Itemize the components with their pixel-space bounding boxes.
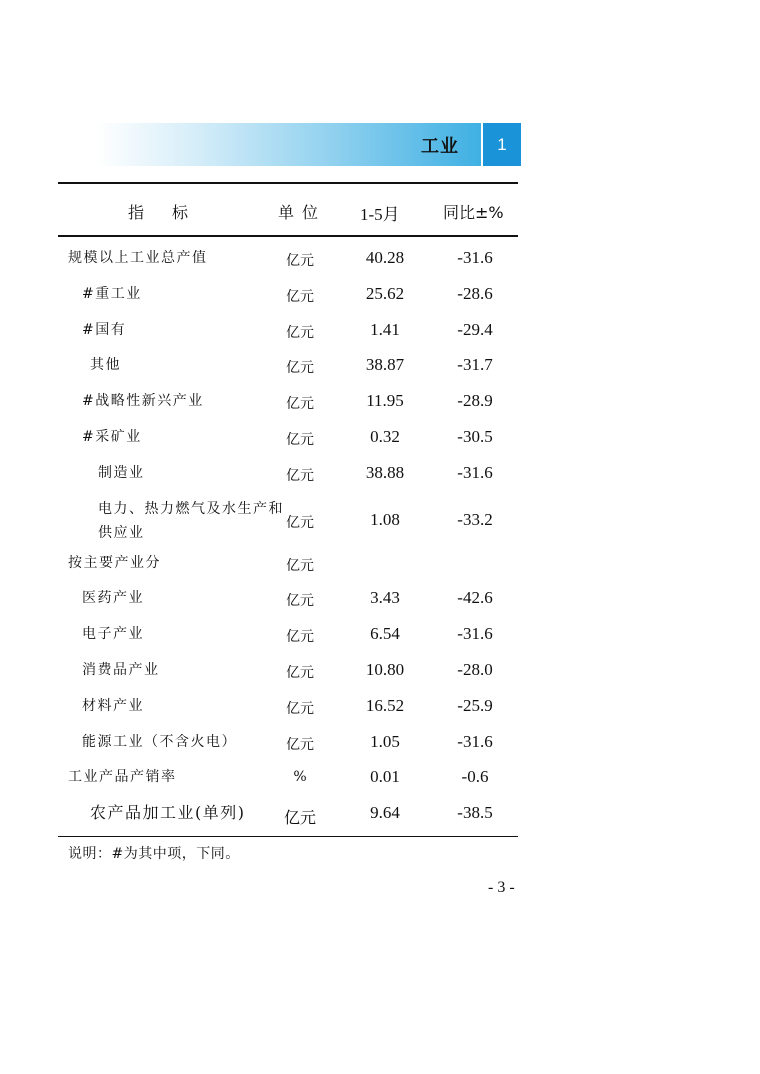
table-row [58,689,518,725]
row-value: 25.62 [365,283,405,303]
row-value: 11.95 [366,391,404,411]
row-unit: 亿元 [286,360,314,377]
row-value: 38.87 [365,355,405,375]
row-unit: 亿元 [286,396,314,413]
row-value: 10.80 [365,659,405,679]
row-unit: 亿元 [286,431,314,448]
row-yoy: -31.7 [457,355,493,375]
row-value: 0.01 [370,767,400,787]
row-unit: 亿元 [286,467,314,484]
row-yoy: -38.5 [457,803,493,823]
row-unit: 亿元 [286,253,314,269]
row-indicator-name: 消费品产业 [82,661,160,678]
row-unit: 亿元 [283,808,316,828]
header-indicator: 指标 [128,203,217,222]
table-row [58,581,518,617]
table-row [58,796,518,832]
table-row [58,420,518,456]
table-row [58,384,518,420]
header-period: 1-5月 [360,205,400,224]
row-yoy: -42.6 [457,588,493,608]
row-value: 40.28 [365,248,405,267]
table-row [58,617,518,653]
section-title: 工业 [421,136,459,157]
row-yoy: -31.6 [457,624,493,644]
row-indicator-name: 工业产品产销率 [68,769,177,786]
row-unit: 亿元 [286,288,314,305]
row-unit: 亿元 [286,664,314,681]
row-indicator-name: 电力、热力燃气及水生产和供应业 [98,500,284,541]
row-yoy: -28.6 [457,283,493,303]
row-indicator-name: 其他 [90,357,121,374]
row-value: 9.64 [370,803,400,823]
table-row [58,456,518,492]
row-yoy: -30.5 [457,426,493,446]
section-banner [96,123,481,166]
row-yoy: -29.4 [457,319,493,339]
table-row [58,653,518,689]
row-unit: 亿元 [286,593,314,610]
row-value: 3.43 [370,588,400,608]
table-header [58,184,518,237]
header-yoy: 同比±% [443,203,504,222]
row-indicator-name: 电子产业 [82,626,144,643]
row-indicator-name: 农产品加工业(单列) [90,803,246,823]
row-yoy: -0.6 [461,767,489,787]
row-unit: 亿元 [286,700,314,717]
header-unit: 单位 [278,203,327,222]
table-row [58,277,518,313]
industry-table [58,182,518,837]
table-row [58,492,518,546]
row-unit: 亿元 [286,629,314,646]
row-yoy: -28.0 [457,659,493,679]
row-value: 6.54 [370,624,400,644]
row-indicator-name: 材料产业 [82,697,144,714]
row-indicator-name: #重工业 [82,285,142,302]
row-yoy: -31.6 [457,248,493,267]
row-value: 1.08 [370,509,400,529]
row-indicator-name: 能源工业（不含火电） [82,733,237,750]
table-body [58,237,518,836]
row-indicator-name: #战略性新兴产业 [82,393,204,410]
row-indicator-name: 按主要产业分 [68,554,161,571]
table-row [58,348,518,384]
row-yoy: -31.6 [457,462,493,482]
row-unit: 亿元 [286,557,314,574]
page-number: - 3 - [488,879,515,896]
row-indicator-name: 医药产业 [82,590,144,607]
row-value: 38.88 [365,462,405,482]
row-yoy: -28.9 [457,391,493,411]
row-yoy: -25.9 [457,695,493,715]
table-row [58,546,518,582]
row-yoy: -31.6 [457,731,493,751]
row-indicator-name: 规模以上工业总产值 [68,250,208,266]
row-unit: % [293,769,307,786]
row-unit: 亿元 [286,736,314,753]
row-value: 1.05 [370,731,400,751]
footnote: 说明：#为其中项，下同。 [68,846,240,862]
row-yoy: -33.2 [457,509,493,529]
section-number-badge: 1 [483,123,521,166]
table-row [58,725,518,761]
table-row [58,760,518,796]
row-indicator-name: 制造业 [98,464,145,481]
row-value: 16.52 [365,695,405,715]
row-value: 1.41 [370,319,400,339]
table-row [58,313,518,349]
row-value: 0.32 [370,426,400,446]
row-unit: 亿元 [286,324,314,341]
table-row [58,241,518,277]
row-indicator-name: #采矿业 [82,428,142,445]
row-unit: 亿元 [286,514,314,531]
row-indicator-name: #国有 [82,321,127,338]
